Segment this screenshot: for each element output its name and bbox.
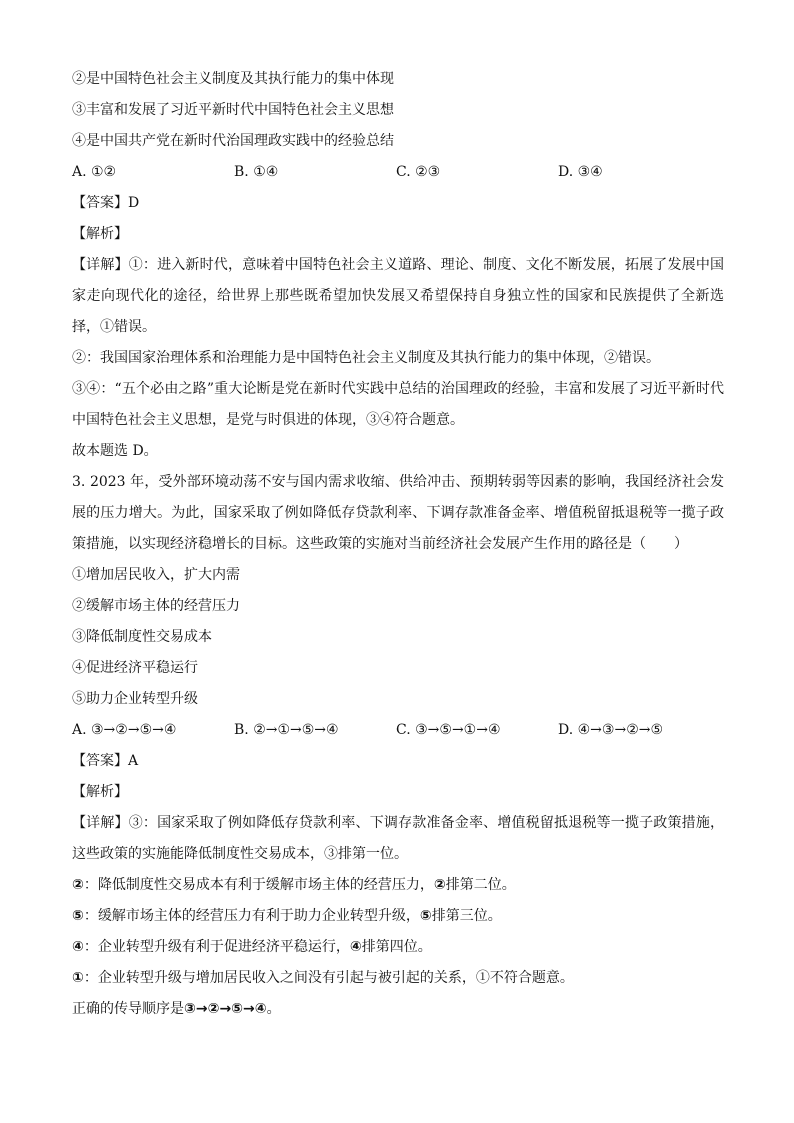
detail-text: ：缓解市场主体的经营压力有利于助力企业转型升级，: [83, 908, 420, 924]
q2-detail-p3: ③④：“五个必由之路”重大论断是党在新时代实践中总结的治国理政的经验，丰富和发展了习近平新时代中国特色社会主义思想，是党与时俱进的体现，③④符合题意。: [72, 381, 724, 428]
q2-item-2: ②是中国特色社会主义制度及其执行能力的集中体现: [72, 71, 394, 87]
detail-text: ：企业转型升级有利于促进经济平稳运行，: [83, 939, 350, 955]
analysis-tag: 【解析】: [72, 784, 128, 800]
answer-tag: 【答案】: [72, 753, 128, 769]
q3-options: [72, 715, 724, 746]
q3-item-4: ④促进经济平稳运行: [72, 660, 198, 676]
q2-option-a: A. ①②: [72, 164, 117, 180]
marker: ②: [433, 877, 446, 893]
q3-item-5: ⑤助力企业转型升级: [72, 691, 198, 707]
sequence-value: ③→②→⑤→④: [184, 1001, 267, 1017]
q2-item-3: ③丰富和发展了习近平新时代中国特色社会主义思想: [72, 102, 394, 118]
q2-item-4: ④是中国共产党在新时代治国理政实践中的经验总结: [72, 133, 394, 149]
q3-analysis-heading: [72, 777, 724, 808]
q2-option-b: B. ①④: [234, 164, 279, 180]
q2-option-d: D. ③④: [558, 164, 603, 180]
q3-detail-p1: [72, 808, 724, 870]
q3-detail-text-1: ③：国家采取了例如降低存贷款利率、下调存款准备金率、增值税留抵退税等一揽子政策措施，这些政策的实施能降低制度性交易成本，③排第一位。: [72, 815, 725, 862]
q2-conclusion: 故本题选 D。: [72, 443, 158, 459]
detail-tag: 【详解】: [72, 257, 129, 273]
detail-text: 排第四位。: [361, 939, 432, 955]
analysis-tag: 【解析】: [72, 226, 128, 242]
q3-detail-p3: [72, 901, 724, 932]
q3-option-d: D. ④→③→②→⑤: [558, 722, 664, 738]
detail-text: 排第二位。: [445, 877, 516, 893]
q3-option-a: A. ③→②→⑤→④: [72, 722, 177, 738]
detail-text: 排第三位。: [431, 908, 502, 924]
sequence-end: 。: [266, 1001, 281, 1017]
answer-value: D: [128, 195, 140, 211]
detail-tag: 【详解】: [72, 815, 129, 831]
q3-detail-p5: [72, 963, 724, 994]
detail-text: ：降低制度性交易成本有利于缓解市场主体的经营压力，: [83, 877, 434, 893]
answer-value: A: [128, 753, 139, 769]
q2-detail-p1: [72, 250, 724, 343]
marker: ②: [72, 877, 84, 893]
q3-stem: 3. 2023 年，受外部环境动荡不安与国内需求收缩、供给冲击、预期转弱等因素的影响，我国经济社会发展的压力增大。为此，国家采取了例如降低存贷款利率、下调存款准备金率、增值税留抵退税等一揽子政策措施，以实现经济稳增长的目标。这些政策的实施对当前经济社会发展产生作用的路径是（ ）: [72, 474, 724, 552]
marker: ④: [72, 939, 84, 955]
q2-detail-text-1: ①：进入新时代，意味着中国特色社会主义道路、理论、制度、文化不断发展，拓展了发展中国家走向现代化的途径，给世界上那些既希望加快发展又希望保持自身独立性的国家和民族提供了全新选择，①错误。: [72, 257, 725, 335]
q2-detail-p2: ②：我国国家治理体系和治理能力是中国特色社会主义制度及其执行能力的集中体现，②错误。: [72, 350, 660, 366]
answer-tag: 【答案】: [72, 195, 128, 211]
marker: ⑤: [72, 908, 84, 924]
q2-option-c: C. ②③: [396, 164, 441, 180]
q2-options: [72, 157, 724, 188]
q3-item-1: ①增加居民收入，扩大内需: [72, 567, 240, 583]
q3-option-c: C. ③→⑤→①→④: [396, 722, 501, 738]
q3-item-3: ③降低制度性交易成本: [72, 629, 212, 645]
marker: ④: [349, 939, 362, 955]
q3-answer: [72, 746, 724, 777]
q2-answer: [72, 188, 724, 219]
q3-detail-p4: [72, 932, 724, 963]
marker: ①: [72, 970, 84, 986]
q3-item-2: ②缓解市场主体的经营压力: [72, 598, 240, 614]
sequence-label: 正确的传导顺序是: [72, 1001, 184, 1017]
detail-text: ：企业转型升级与增加居民收入之间没有引起与被引起的关系，①不符合题意。: [83, 970, 574, 986]
q3-sequence: [72, 994, 724, 1025]
marker: ⑤: [419, 908, 432, 924]
q3-detail-p2: [72, 870, 724, 901]
q2-analysis-heading: [72, 219, 724, 250]
q3-option-b: B. ②→①→⑤→④: [234, 722, 339, 738]
